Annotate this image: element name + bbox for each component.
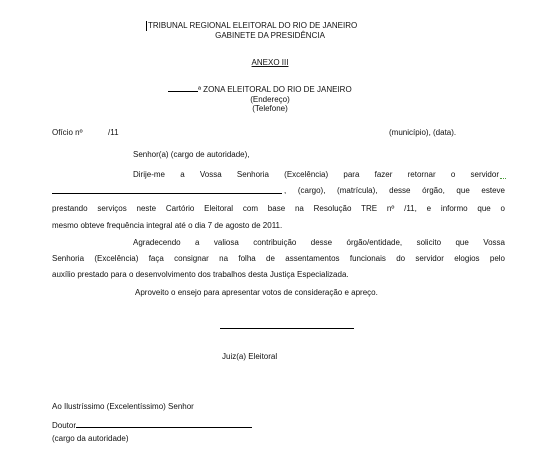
recipient-line3: (cargo da autoridade) bbox=[52, 434, 129, 443]
paragraph1-line1-squiggle bbox=[500, 171, 506, 179]
office-number-year: /11 bbox=[108, 128, 119, 137]
salutation: Senhor(a) (cargo de autoridade), bbox=[133, 150, 250, 159]
paragraph1-line2-text: , (cargo), (matrícula), desse órgão, que esteve bbox=[284, 186, 505, 195]
zone-line bbox=[168, 84, 352, 95]
paragraph1-line2 bbox=[52, 186, 282, 197]
place-date: (município), (data). bbox=[389, 128, 457, 137]
office-name: GABINETE DA PRESIDÊNCIA bbox=[215, 31, 325, 40]
signature-line bbox=[220, 328, 354, 329]
paragraph2-line1: Agradecendo a valiosa contribuição desse órgão/entidade, solicito que Vossa bbox=[133, 238, 505, 247]
zone-number-blank bbox=[168, 84, 198, 92]
recipient-title: Doutor bbox=[52, 421, 77, 430]
text-cursor bbox=[146, 21, 147, 31]
closing-line: Aproveito o ensejo para apresentar votos de consideração e apreço. bbox=[135, 288, 378, 297]
recipient-name-blank bbox=[76, 420, 252, 428]
employee-name-blank bbox=[52, 186, 282, 194]
paragraph1-line3: prestando serviços neste Cartório Eleitoral com base na Resolução TRE nº /11, e informo que o bbox=[52, 204, 505, 213]
office-number-label: Ofício nº bbox=[52, 128, 83, 137]
signature-title: Juiz(a) Eleitoral bbox=[222, 352, 278, 361]
paragraph1-line4: mesmo obteve frequência integral até o dia 7 de agosto de 2011. bbox=[52, 221, 283, 230]
paragraph1-line1-text: Dirije-me a Vossa Senhoria (Excelência) para fazer retornar o servidor bbox=[133, 170, 499, 179]
zone-title: ª ZONA ELEITORAL DO RIO DE JANEIRO bbox=[198, 85, 352, 94]
zone-address: (Endereço) bbox=[250, 95, 290, 104]
zone-phone: (Telefone) bbox=[252, 104, 288, 113]
annex-title: ANEXO III bbox=[251, 58, 289, 67]
paragraph1-line1 bbox=[133, 170, 499, 180]
paragraph2-line3: auxílio prestado para o desenvolvimento dos trabalhos desta Justiça Especializada. bbox=[52, 270, 349, 279]
paragraph2-line2: Senhoria (Excelência) faça consignar na folha de assentamentos funcionais do servidor elogios pelo bbox=[52, 254, 505, 263]
court-name: TRIBUNAL REGIONAL ELEITORAL DO RIO DE JANEIRO bbox=[148, 21, 358, 30]
recipient-line1: Ao Ilustríssimo (Excelentíssimo) Senhor bbox=[52, 402, 194, 411]
recipient-line2 bbox=[52, 420, 252, 431]
